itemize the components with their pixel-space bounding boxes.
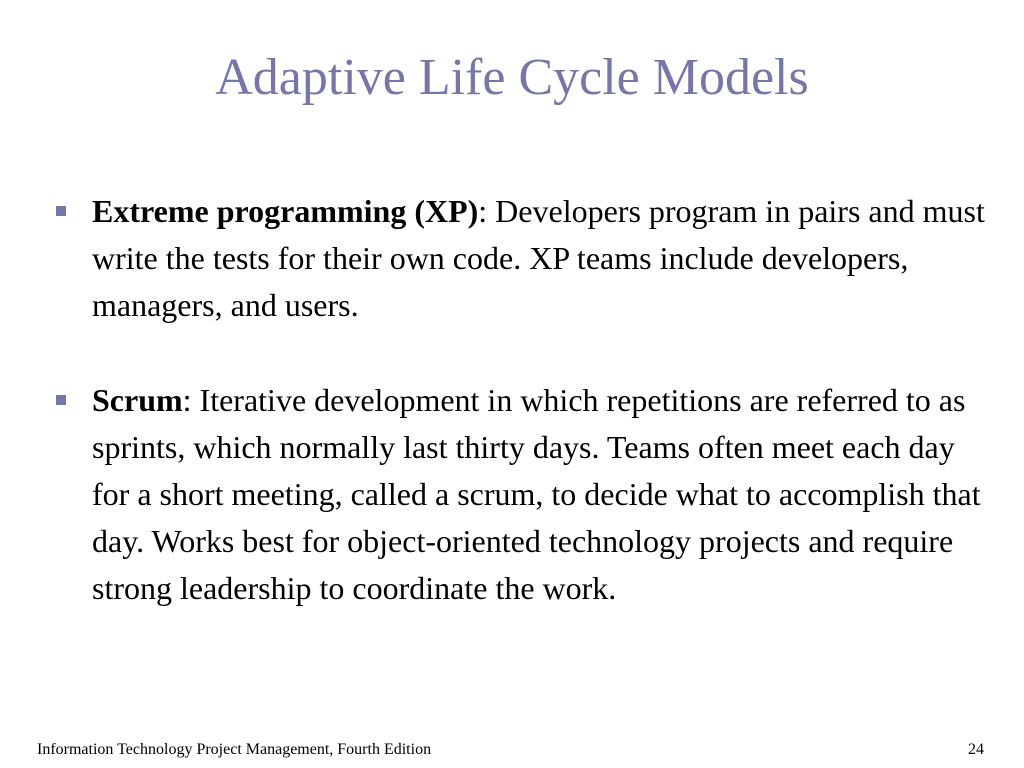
bullet-item-scrum — [56, 377, 991, 612]
page-number: 24 — [968, 741, 984, 758]
bullet-item-xp — [56, 188, 991, 329]
bullet-term: Scrum — [92, 382, 183, 418]
bullet-term: Extreme programming (XP) — [92, 193, 479, 229]
footer-text: Information Technology Project Management, Fourth Edition — [37, 741, 432, 758]
square-bullet-icon — [56, 395, 66, 405]
square-bullet-icon — [56, 206, 66, 216]
bullet-text: : Developers program in pairs and must write the tests for their own code. XP teams include developers, managers, and users. — [92, 193, 985, 323]
bullet-list — [56, 188, 991, 660]
slide-title: Adaptive Life Cycle Models — [215, 49, 809, 106]
bullet-text: : Iterative development in which repetitions are referred to as sprints, which normally last thirty days. Teams often meet each day for a short meeting, called a scrum, to decide what to accomplish that day. Works best for object-oriented technology projects and require strong leadership to coordinate the work. — [92, 382, 981, 606]
